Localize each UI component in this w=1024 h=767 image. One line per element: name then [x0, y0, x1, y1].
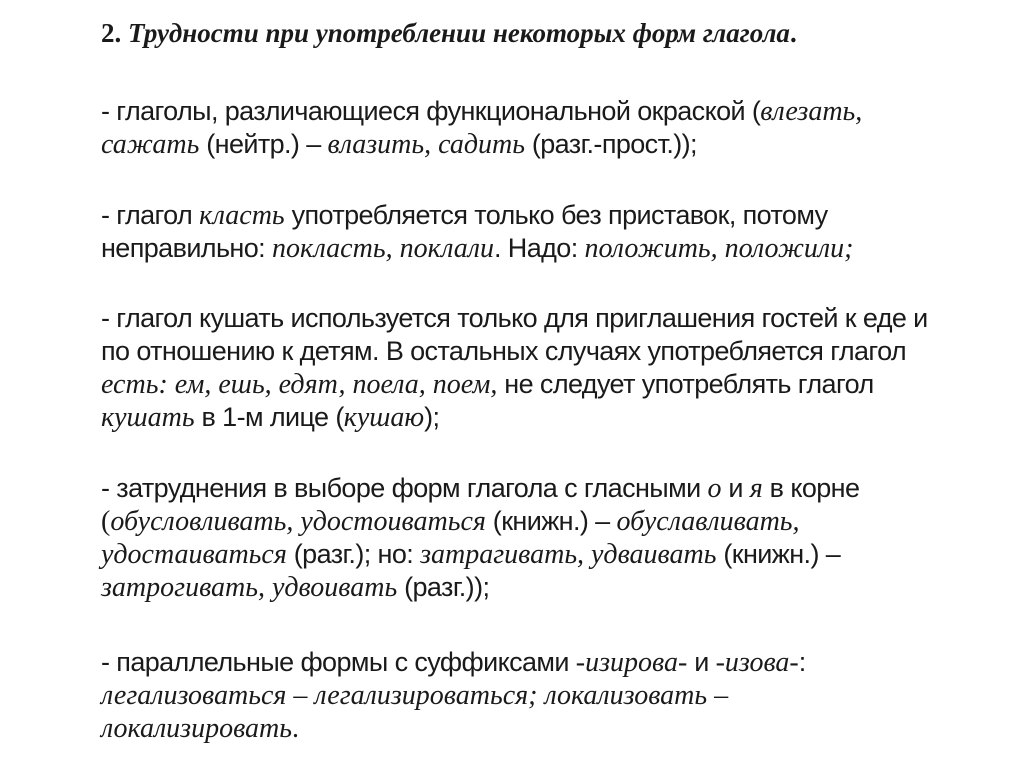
text-span: (книжн.) – [485, 506, 617, 536]
text-span: и [721, 473, 750, 503]
example-span: кушать [101, 402, 195, 433]
title-number: 2 [101, 18, 115, 48]
text-span: употребляется только без приставок, потому [284, 200, 828, 230]
text-span: ); [424, 402, 440, 432]
line [101, 571, 1001, 604]
line [101, 679, 1001, 712]
text-span: : [798, 647, 806, 677]
example-span: затрогивать, удвоивать [101, 572, 398, 603]
line [101, 472, 1001, 505]
title-end: . [789, 18, 797, 48]
paragraph-kushat [101, 302, 1001, 434]
line [101, 505, 1001, 538]
example-span: локализировать [101, 713, 293, 744]
text-span: . [292, 713, 300, 744]
line [101, 368, 1001, 401]
example-span: обуславливать, [616, 506, 800, 537]
text-span: не следует употреблять глагол [497, 369, 874, 399]
text-span: - глаголы, различающиеся функциональной окраской ( [101, 96, 761, 126]
example-span: я [749, 473, 763, 504]
line [101, 401, 1001, 434]
text-span: и [687, 647, 716, 677]
paragraph-vowels-o-ya [101, 472, 1001, 604]
paragraph-klast [101, 199, 1001, 265]
text-span: . Надо: [494, 233, 585, 263]
example-span: кушаю [343, 402, 425, 433]
paragraph-suffixes [101, 646, 1001, 745]
text-span: (разг.); но: [286, 539, 421, 569]
line [101, 712, 1001, 745]
line [101, 232, 1001, 265]
example-span: положить, положили; [584, 233, 854, 264]
text-span: - глагол [101, 200, 200, 230]
title-text: Трудности при употреблении некоторых форм глагола [128, 18, 790, 48]
text-span: в 1-м лице ( [194, 402, 344, 432]
example-span: класть [199, 200, 285, 231]
example-span: влазить, садить [327, 129, 525, 160]
line [101, 302, 1001, 335]
text-span: в корне [762, 473, 860, 503]
example-span: -изирова- [575, 647, 688, 678]
text-span: (разг.-прост.)); [524, 129, 697, 159]
text-span: (разг.)); [397, 572, 490, 602]
text-span: (книжн.) – [716, 539, 841, 569]
line [101, 199, 1001, 232]
title-dot: . [114, 18, 128, 48]
example-span: -изова- [715, 647, 799, 678]
line [101, 335, 1001, 368]
example-span: удостаиваться [101, 539, 287, 570]
example-span: легализоваться – легализироваться; локализовать – [101, 680, 729, 711]
paragraph-functional-coloring [101, 95, 1001, 161]
text-span: ( [101, 506, 111, 537]
line [101, 538, 1001, 571]
example-span: покласть, поклали [271, 233, 494, 264]
text-span: (нейтр.) – [199, 129, 328, 159]
text-span: по отношению к детям. В остальных случаях употребляется глагол [101, 336, 907, 366]
line [101, 128, 1001, 161]
slide-title [101, 16, 981, 50]
line [101, 95, 1001, 128]
text-span: - затруднения в выборе форм глагола с гласными [101, 473, 708, 503]
text-span: неправильно: [101, 233, 272, 263]
example-span: сажать [101, 129, 200, 160]
example-span: затрагивать, удваивать [420, 539, 717, 570]
line [101, 646, 1001, 679]
example-span: о [707, 473, 722, 504]
example-span: обусловливать, удостоиваться [110, 506, 486, 537]
example-span: влезать, [760, 96, 863, 127]
text-span: - параллельные формы с суффиксами [101, 647, 576, 677]
text-span: - глагол кушать используется только для приглашения гостей к еде и [101, 303, 928, 333]
example-span: есть: ем, ешь, едят, поела, поем, [101, 369, 498, 400]
